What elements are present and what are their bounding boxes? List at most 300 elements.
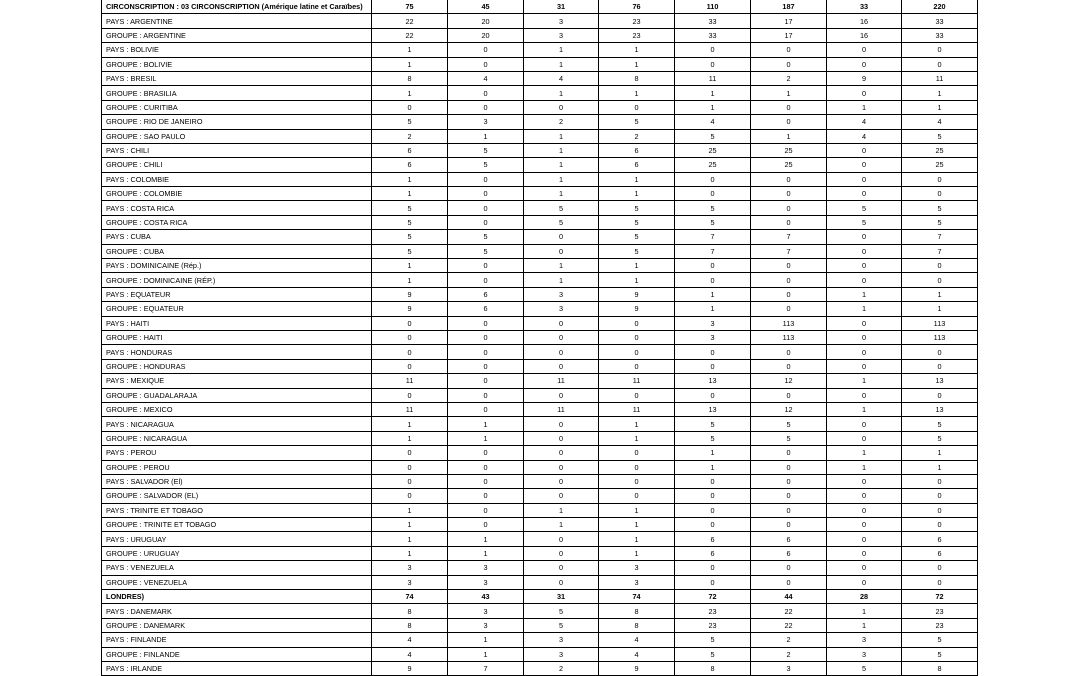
value-cell: 0 — [448, 172, 524, 186]
country-row — [102, 503, 978, 517]
value-cell: 0 — [751, 388, 827, 402]
row-label: GROUPE : BOLIVIE — [102, 57, 372, 71]
value-cell: 33 — [675, 14, 751, 28]
value-cell: 0 — [448, 86, 524, 100]
value-cell: 0 — [448, 489, 524, 503]
row-label: PAYS : COLOMBIE — [102, 172, 372, 186]
value-cell: 5 — [599, 230, 675, 244]
value-cell: 3 — [675, 316, 751, 330]
value-cell: 3 — [448, 561, 524, 575]
value-cell: 0 — [372, 330, 448, 344]
value-cell: 7 — [675, 230, 751, 244]
value-cell: 1 — [675, 287, 751, 301]
value-cell: 0 — [751, 474, 827, 488]
value-cell: 16 — [827, 28, 902, 42]
row-label: GROUPE : VENEZUELA — [102, 575, 372, 589]
value-cell: 0 — [524, 345, 599, 359]
value-cell: 1 — [524, 158, 599, 172]
value-cell: 9 — [372, 287, 448, 301]
value-cell: 5 — [902, 129, 978, 143]
row-label: PAYS : URUGUAY — [102, 532, 372, 546]
row-label: GROUPE : COSTA RICA — [102, 215, 372, 229]
value-cell: 0 — [524, 546, 599, 560]
value-cell: 6 — [599, 143, 675, 157]
row-label: GROUPE : EQUATEUR — [102, 302, 372, 316]
value-cell: 13 — [902, 402, 978, 416]
value-cell: 0 — [524, 388, 599, 402]
value-cell: 0 — [827, 230, 902, 244]
row-label: PAYS : HONDURAS — [102, 345, 372, 359]
value-cell: 5 — [448, 230, 524, 244]
group-row — [102, 402, 978, 416]
value-cell: 3 — [372, 561, 448, 575]
value-cell: 1 — [675, 446, 751, 460]
row-label: GROUPE : TRINITE ET TOBAGO — [102, 518, 372, 532]
value-cell: 0 — [751, 575, 827, 589]
row-label: PAYS : CHILI — [102, 143, 372, 157]
value-cell: 11 — [524, 374, 599, 388]
value-cell: 0 — [524, 230, 599, 244]
value-cell: 28 — [827, 590, 902, 604]
value-cell: 0 — [751, 43, 827, 57]
value-cell: 5 — [599, 201, 675, 215]
value-cell: 0 — [448, 215, 524, 229]
value-cell: 187 — [751, 0, 827, 14]
value-cell: 3 — [524, 14, 599, 28]
value-cell: 0 — [675, 388, 751, 402]
value-cell: 0 — [827, 359, 902, 373]
value-cell: 17 — [751, 28, 827, 42]
value-cell: 9 — [372, 302, 448, 316]
value-cell: 75 — [372, 0, 448, 14]
value-cell: 0 — [827, 388, 902, 402]
value-cell: 31 — [524, 0, 599, 14]
value-cell: 2 — [524, 115, 599, 129]
value-cell: 0 — [524, 489, 599, 503]
value-cell: 0 — [448, 345, 524, 359]
value-cell: 0 — [827, 417, 902, 431]
row-label: GROUPE : BRASILIA — [102, 86, 372, 100]
value-cell: 0 — [827, 546, 902, 560]
value-cell: 0 — [902, 273, 978, 287]
value-cell: 9 — [599, 661, 675, 675]
value-cell: 0 — [751, 302, 827, 316]
value-cell: 0 — [751, 100, 827, 114]
value-cell: 6 — [599, 158, 675, 172]
value-cell: 6 — [675, 532, 751, 546]
value-cell: 0 — [827, 532, 902, 546]
value-cell: 8 — [372, 71, 448, 85]
value-cell: 25 — [902, 143, 978, 157]
value-cell: 5 — [827, 661, 902, 675]
country-row — [102, 287, 978, 301]
value-cell: 3 — [524, 647, 599, 661]
group-row — [102, 187, 978, 201]
group-row — [102, 302, 978, 316]
value-cell: 0 — [902, 187, 978, 201]
row-label: PAYS : HAITI — [102, 316, 372, 330]
value-cell: 5 — [675, 417, 751, 431]
value-cell: 0 — [524, 575, 599, 589]
value-cell: 1 — [599, 57, 675, 71]
value-cell: 5 — [524, 201, 599, 215]
value-cell: 0 — [372, 388, 448, 402]
group-row — [102, 575, 978, 589]
group-row — [102, 273, 978, 287]
group-row — [102, 330, 978, 344]
value-cell: 1 — [448, 546, 524, 560]
value-cell: 23 — [599, 28, 675, 42]
country-row — [102, 345, 978, 359]
value-cell: 5 — [372, 115, 448, 129]
value-cell: 6 — [902, 532, 978, 546]
value-cell: 113 — [902, 330, 978, 344]
value-cell: 113 — [751, 316, 827, 330]
value-cell: 0 — [827, 187, 902, 201]
value-cell: 5 — [751, 431, 827, 445]
value-cell: 0 — [827, 316, 902, 330]
country-row — [102, 14, 978, 28]
value-cell: 0 — [902, 259, 978, 273]
value-cell: 0 — [675, 57, 751, 71]
value-cell: 1 — [524, 518, 599, 532]
row-label: GROUPE : HAITI — [102, 330, 372, 344]
value-cell: 0 — [599, 100, 675, 114]
row-label: PAYS : VENEZUELA — [102, 561, 372, 575]
value-cell: 3 — [448, 618, 524, 632]
value-cell: 5 — [675, 215, 751, 229]
country-row — [102, 417, 978, 431]
group-row — [102, 100, 978, 114]
value-cell: 0 — [599, 474, 675, 488]
value-cell: 5 — [448, 244, 524, 258]
value-cell: 0 — [827, 474, 902, 488]
value-cell: 0 — [827, 86, 902, 100]
value-cell: 0 — [827, 143, 902, 157]
value-cell: 1 — [524, 187, 599, 201]
value-cell: 1 — [372, 546, 448, 560]
value-cell: 0 — [448, 374, 524, 388]
value-cell: 5 — [448, 143, 524, 157]
value-cell: 33 — [827, 0, 902, 14]
value-cell: 0 — [902, 388, 978, 402]
value-cell: 7 — [448, 661, 524, 675]
row-label: PAYS : BOLIVIE — [102, 43, 372, 57]
row-label: GROUPE : SAO PAULO — [102, 129, 372, 143]
row-label: GROUPE : CUBA — [102, 244, 372, 258]
row-label: PAYS : IRLANDE — [102, 661, 372, 675]
row-label: CIRCONSCRIPTION : 03 CIRCONSCRIPTION (Amérique latine et Caraïbes) — [102, 0, 372, 14]
value-cell: 0 — [902, 345, 978, 359]
value-cell: 1 — [675, 302, 751, 316]
value-cell: 25 — [751, 143, 827, 157]
value-cell: 0 — [902, 172, 978, 186]
group-row — [102, 546, 978, 560]
row-label: GROUPE : RIO DE JANEIRO — [102, 115, 372, 129]
value-cell: 7 — [751, 244, 827, 258]
value-cell: 0 — [372, 446, 448, 460]
value-cell: 6 — [372, 158, 448, 172]
value-cell: 3 — [599, 561, 675, 575]
value-cell: 0 — [675, 561, 751, 575]
value-cell: 1 — [902, 446, 978, 460]
value-cell: 0 — [448, 503, 524, 517]
value-cell: 0 — [675, 489, 751, 503]
country-row — [102, 230, 978, 244]
value-cell: 1 — [524, 86, 599, 100]
value-cell: 16 — [827, 14, 902, 28]
country-row — [102, 259, 978, 273]
value-cell: 13 — [675, 402, 751, 416]
value-cell: 1 — [372, 172, 448, 186]
value-cell: 1 — [372, 503, 448, 517]
value-cell: 6 — [448, 287, 524, 301]
value-cell: 1 — [599, 532, 675, 546]
value-cell: 0 — [751, 460, 827, 474]
value-cell: 0 — [524, 561, 599, 575]
value-cell: 0 — [524, 330, 599, 344]
value-cell: 7 — [902, 244, 978, 258]
value-cell: 1 — [524, 43, 599, 57]
value-cell: 5 — [599, 244, 675, 258]
value-cell: 1 — [599, 417, 675, 431]
value-cell: 3 — [599, 575, 675, 589]
country-row — [102, 661, 978, 675]
value-cell: 6 — [902, 546, 978, 560]
value-cell: 9 — [827, 71, 902, 85]
value-cell: 1 — [827, 287, 902, 301]
group-row — [102, 28, 978, 42]
value-cell: 3 — [524, 287, 599, 301]
value-cell: 0 — [448, 402, 524, 416]
value-cell: 0 — [448, 518, 524, 532]
value-cell: 20 — [448, 14, 524, 28]
value-cell: 1 — [827, 374, 902, 388]
value-cell: 0 — [827, 431, 902, 445]
value-cell: 1 — [827, 100, 902, 114]
value-cell: 0 — [599, 330, 675, 344]
group-row — [102, 460, 978, 474]
value-cell: 1 — [827, 302, 902, 316]
value-cell: 1 — [448, 431, 524, 445]
value-cell: 2 — [751, 647, 827, 661]
country-row — [102, 143, 978, 157]
value-cell: 11 — [599, 402, 675, 416]
row-label: PAYS : COSTA RICA — [102, 201, 372, 215]
row-label: GROUPE : COLOMBIE — [102, 187, 372, 201]
value-cell: 1 — [372, 86, 448, 100]
value-cell: 0 — [524, 446, 599, 460]
row-label: GROUPE : MEXICO — [102, 402, 372, 416]
value-cell: 2 — [599, 129, 675, 143]
value-cell: 2 — [751, 633, 827, 647]
value-cell: 1 — [599, 259, 675, 273]
value-cell: 5 — [827, 215, 902, 229]
value-cell: 9 — [372, 661, 448, 675]
value-cell: 1 — [902, 86, 978, 100]
value-cell: 0 — [448, 43, 524, 57]
value-cell: 0 — [827, 172, 902, 186]
value-cell: 0 — [751, 518, 827, 532]
value-cell: 0 — [448, 273, 524, 287]
value-cell: 13 — [675, 374, 751, 388]
value-cell: 1 — [448, 417, 524, 431]
value-cell: 0 — [751, 201, 827, 215]
value-cell: 1 — [599, 503, 675, 517]
value-cell: 1 — [675, 460, 751, 474]
row-label: GROUPE : DANEMARK — [102, 618, 372, 632]
value-cell: 1 — [827, 402, 902, 416]
value-cell: 0 — [448, 259, 524, 273]
group-row — [102, 489, 978, 503]
value-cell: 23 — [599, 14, 675, 28]
value-cell: 5 — [902, 431, 978, 445]
value-cell: 1 — [599, 273, 675, 287]
value-cell: 0 — [448, 100, 524, 114]
value-cell: 25 — [751, 158, 827, 172]
value-cell: 1 — [372, 417, 448, 431]
row-label: PAYS : MEXIQUE — [102, 374, 372, 388]
value-cell: 8 — [372, 604, 448, 618]
value-cell: 4 — [827, 129, 902, 143]
value-cell: 23 — [675, 604, 751, 618]
value-cell: 5 — [751, 417, 827, 431]
value-cell: 12 — [751, 402, 827, 416]
value-cell: 0 — [827, 561, 902, 575]
value-cell: 0 — [524, 474, 599, 488]
value-cell: 1 — [524, 143, 599, 157]
value-cell: 31 — [524, 590, 599, 604]
value-cell: 4 — [599, 647, 675, 661]
value-cell: 0 — [372, 316, 448, 330]
value-cell: 0 — [524, 532, 599, 546]
value-cell: 5 — [902, 201, 978, 215]
value-cell: 8 — [599, 604, 675, 618]
row-label: GROUPE : URUGUAY — [102, 546, 372, 560]
value-cell: 0 — [751, 172, 827, 186]
row-label: PAYS : ARGENTINE — [102, 14, 372, 28]
value-cell: 1 — [524, 129, 599, 143]
value-cell: 0 — [599, 345, 675, 359]
row-label: GROUPE : DOMINICAINE (RÉP.) — [102, 273, 372, 287]
value-cell: 0 — [448, 388, 524, 402]
value-cell: 1 — [448, 647, 524, 661]
value-cell: 0 — [675, 503, 751, 517]
value-cell: 1 — [902, 100, 978, 114]
section-row — [102, 590, 978, 604]
value-cell: 3 — [448, 575, 524, 589]
value-cell: 1 — [827, 618, 902, 632]
value-cell: 4 — [902, 115, 978, 129]
value-cell: 17 — [751, 14, 827, 28]
value-cell: 5 — [902, 417, 978, 431]
value-cell: 3 — [372, 575, 448, 589]
value-cell: 9 — [599, 287, 675, 301]
value-cell: 0 — [902, 57, 978, 71]
row-label: GROUPE : CHILI — [102, 158, 372, 172]
value-cell: 0 — [448, 359, 524, 373]
value-cell: 0 — [827, 330, 902, 344]
value-cell: 0 — [902, 489, 978, 503]
value-cell: 0 — [827, 158, 902, 172]
value-cell: 44 — [751, 590, 827, 604]
value-cell: 74 — [599, 590, 675, 604]
value-cell: 1 — [902, 302, 978, 316]
value-cell: 0 — [751, 287, 827, 301]
country-row — [102, 374, 978, 388]
value-cell: 0 — [751, 115, 827, 129]
section-row — [102, 0, 978, 14]
value-cell: 0 — [675, 273, 751, 287]
row-label: GROUPE : SALVADOR (EL) — [102, 489, 372, 503]
value-cell: 0 — [827, 259, 902, 273]
group-row — [102, 618, 978, 632]
value-cell: 2 — [751, 71, 827, 85]
value-cell: 0 — [372, 489, 448, 503]
country-row — [102, 201, 978, 215]
value-cell: 4 — [675, 115, 751, 129]
value-cell: 25 — [675, 143, 751, 157]
value-cell: 11 — [902, 71, 978, 85]
value-cell: 5 — [372, 244, 448, 258]
row-label: PAYS : FINLANDE — [102, 633, 372, 647]
value-cell: 12 — [751, 374, 827, 388]
value-cell: 5 — [675, 431, 751, 445]
value-cell: 1 — [448, 129, 524, 143]
value-cell: 4 — [599, 633, 675, 647]
value-cell: 1 — [372, 273, 448, 287]
value-cell: 0 — [372, 359, 448, 373]
value-cell: 1 — [448, 633, 524, 647]
value-cell: 5 — [827, 201, 902, 215]
value-cell: 1 — [599, 86, 675, 100]
value-cell: 8 — [599, 71, 675, 85]
value-cell: 0 — [675, 187, 751, 201]
value-cell: 0 — [448, 330, 524, 344]
value-cell: 11 — [524, 402, 599, 416]
value-cell: 4 — [372, 647, 448, 661]
value-cell: 1 — [372, 259, 448, 273]
value-cell: 0 — [448, 446, 524, 460]
value-cell: 5 — [372, 215, 448, 229]
row-label: PAYS : PEROU — [102, 446, 372, 460]
value-cell: 1 — [599, 43, 675, 57]
value-cell: 0 — [448, 201, 524, 215]
value-cell: 0 — [675, 474, 751, 488]
group-row — [102, 158, 978, 172]
value-cell: 5 — [599, 215, 675, 229]
value-cell: 1 — [599, 187, 675, 201]
country-row — [102, 172, 978, 186]
value-cell: 3 — [524, 302, 599, 316]
value-cell: 0 — [827, 503, 902, 517]
value-cell: 0 — [675, 518, 751, 532]
value-cell: 7 — [751, 230, 827, 244]
value-cell: 1 — [524, 273, 599, 287]
group-row — [102, 647, 978, 661]
value-cell: 2 — [524, 661, 599, 675]
value-cell: 0 — [599, 460, 675, 474]
value-cell: 3 — [827, 647, 902, 661]
value-cell: 0 — [751, 187, 827, 201]
value-cell: 2 — [372, 129, 448, 143]
value-cell: 0 — [827, 57, 902, 71]
value-cell: 5 — [675, 647, 751, 661]
value-cell: 0 — [751, 259, 827, 273]
value-cell: 1 — [599, 172, 675, 186]
value-cell: 0 — [902, 43, 978, 57]
value-cell: 6 — [751, 532, 827, 546]
